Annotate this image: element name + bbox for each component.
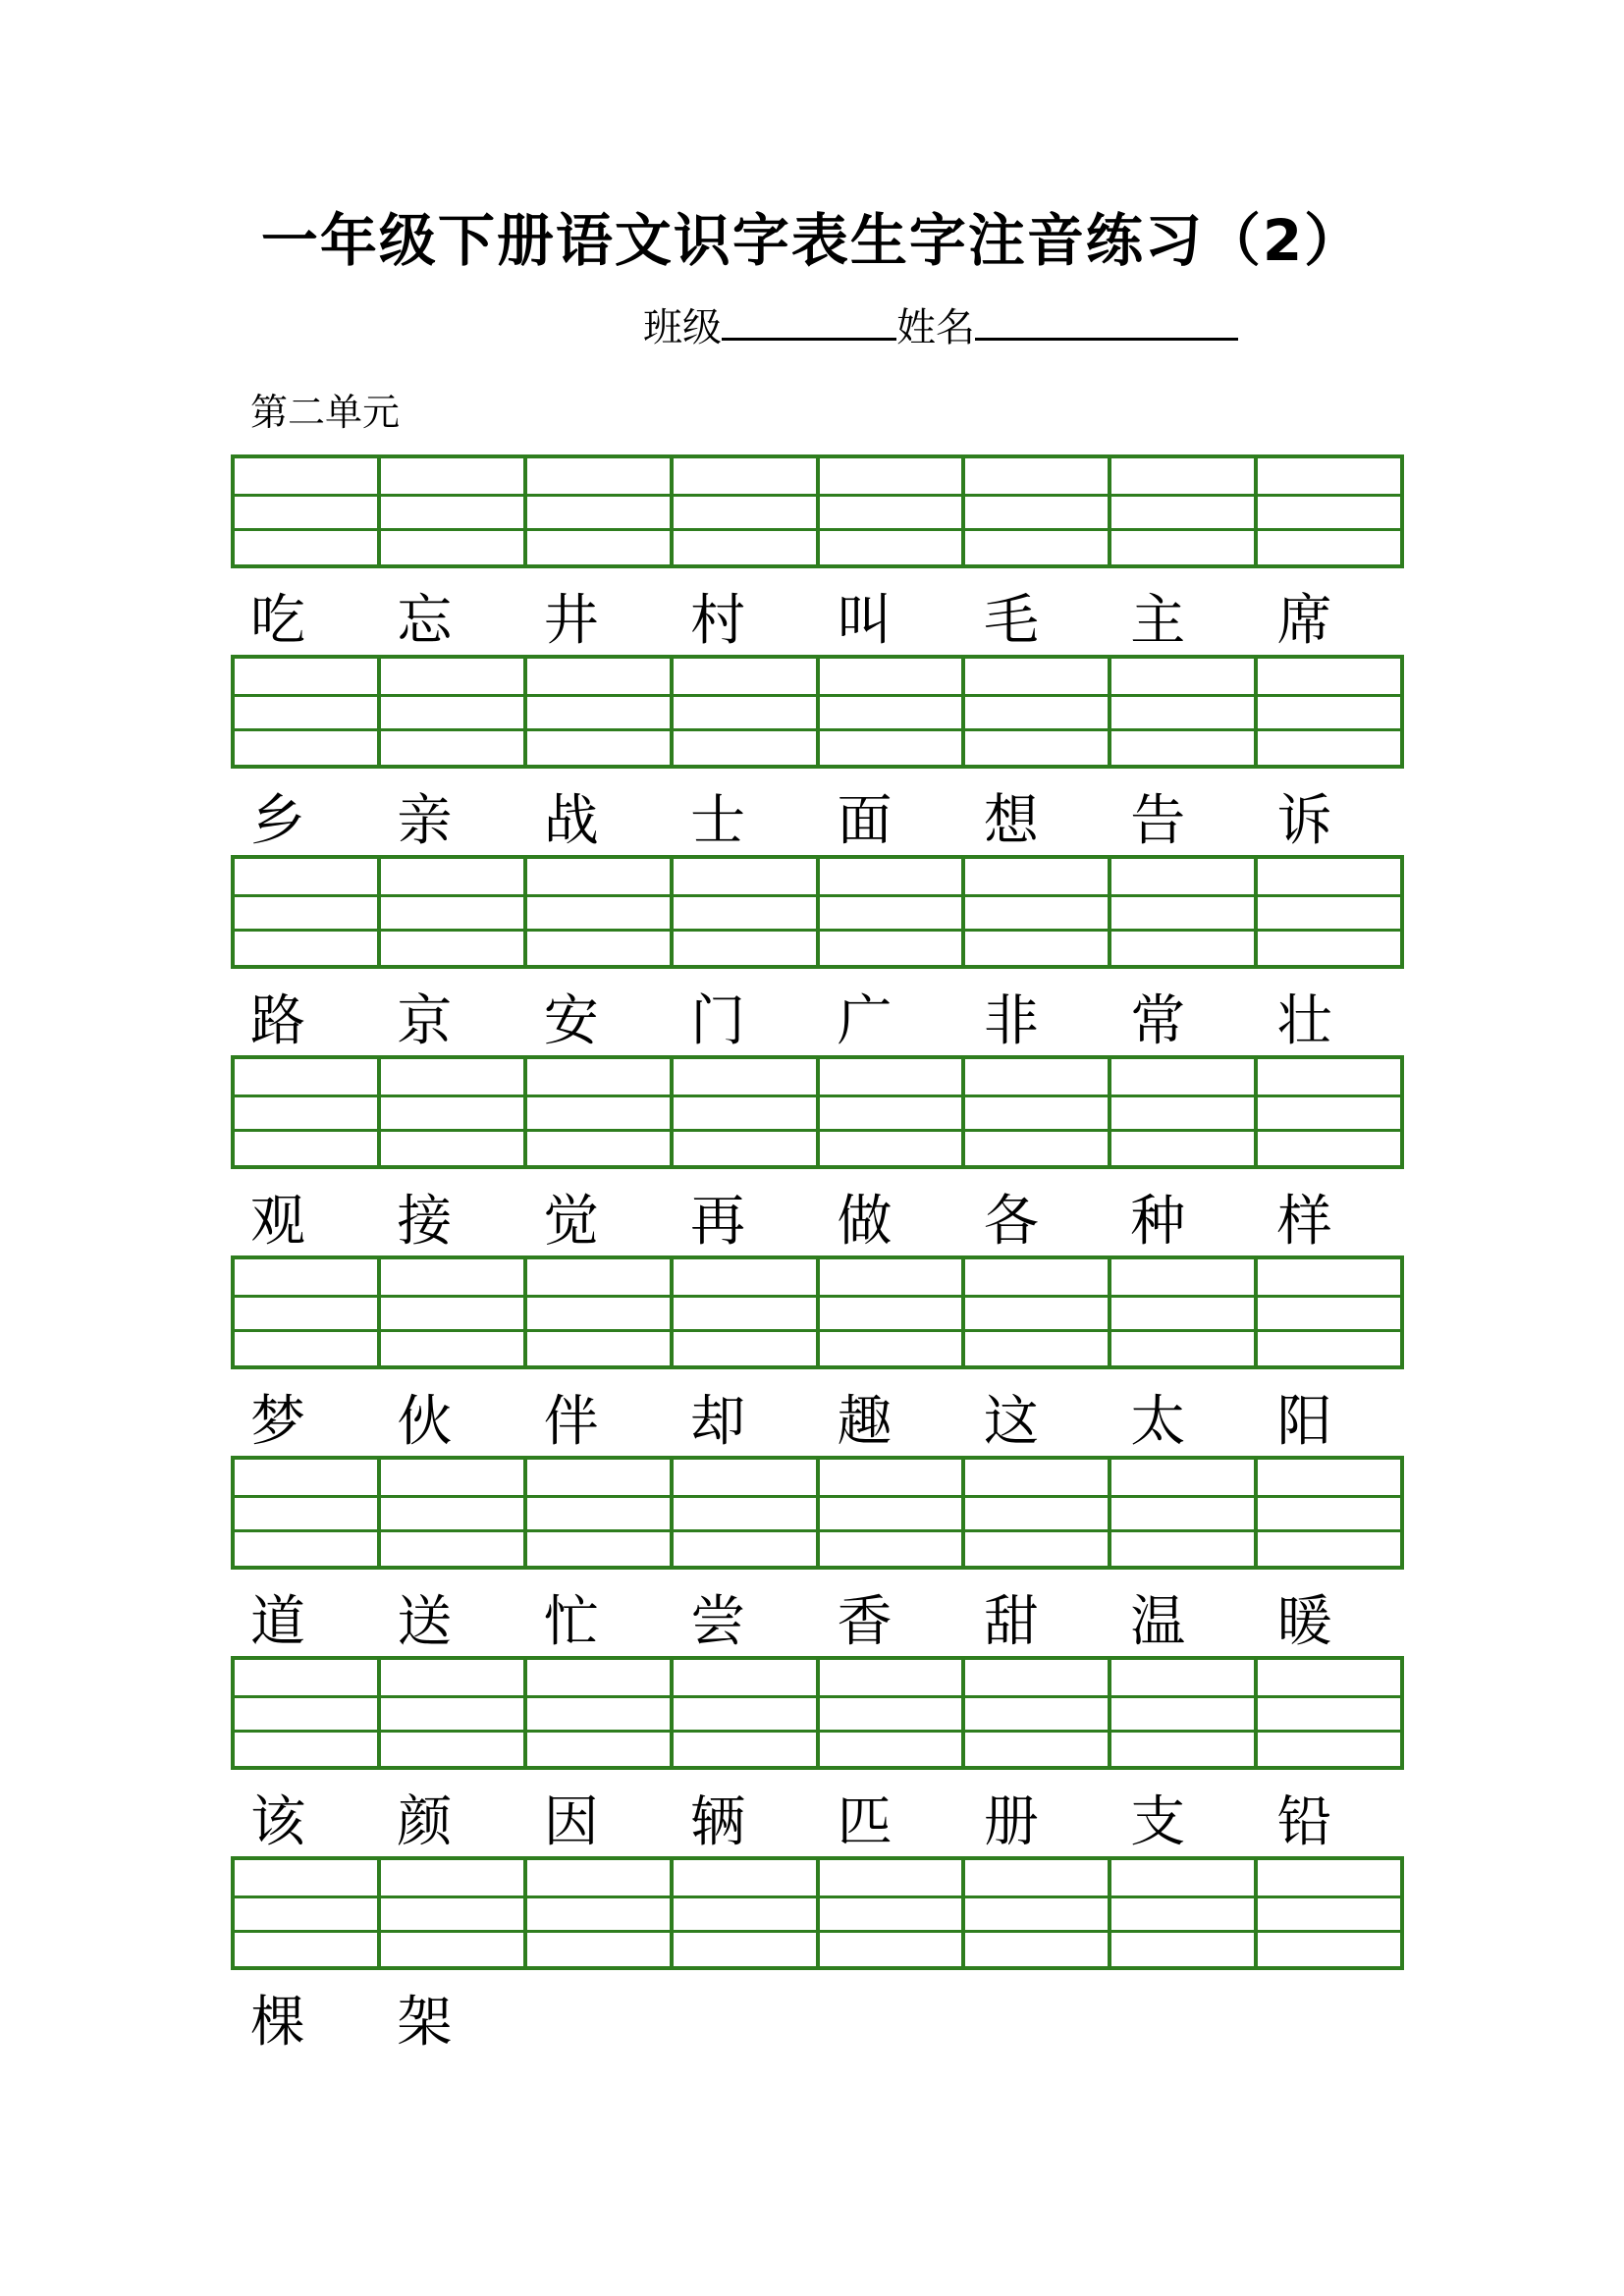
pinyin-cell[interactable] (670, 1460, 816, 1566)
pinyin-cell[interactable] (1108, 859, 1254, 965)
character (671, 1980, 817, 2066)
character: 暖 (1276, 1590, 1332, 1654)
character: 接 (397, 1190, 453, 1254)
pinyin-cell[interactable] (523, 1460, 670, 1566)
practice-row (231, 1255, 1404, 1466)
pinyin-cell[interactable] (235, 458, 377, 564)
practice-row (231, 855, 1404, 1065)
character (964, 1980, 1110, 2066)
pinyin-cell[interactable] (377, 1259, 523, 1365)
pinyin-cell[interactable] (1254, 859, 1400, 965)
pinyin-cell[interactable] (816, 1460, 962, 1566)
pinyin-cell[interactable] (670, 859, 816, 965)
character: 叫 (837, 589, 893, 653)
pinyin-cell[interactable] (816, 859, 962, 965)
character-row (231, 1780, 1404, 1866)
pinyin-cell[interactable] (523, 1259, 670, 1365)
character: 观 (250, 1190, 305, 1254)
name-blank[interactable] (975, 294, 1238, 341)
pinyin-cell[interactable] (1108, 1059, 1254, 1165)
pinyin-grid (231, 855, 1404, 969)
character: 忙 (543, 1590, 599, 1654)
character: 辆 (690, 1790, 746, 1854)
pinyin-cell[interactable] (670, 1860, 816, 1966)
pinyin-cell[interactable] (670, 1059, 816, 1165)
character: 送 (397, 1590, 453, 1654)
pinyin-cell[interactable] (235, 859, 377, 965)
pinyin-grid (231, 1055, 1404, 1169)
pinyin-cell[interactable] (1108, 1860, 1254, 1966)
pinyin-cell[interactable] (1254, 1860, 1400, 1966)
pinyin-cell[interactable] (235, 659, 377, 765)
pinyin-cell[interactable] (961, 1259, 1108, 1365)
character: 常 (1130, 989, 1186, 1053)
pinyin-cell[interactable] (1108, 1460, 1254, 1566)
pinyin-cell[interactable] (670, 458, 816, 564)
practice-row (231, 1055, 1404, 1265)
pinyin-cell[interactable] (961, 1860, 1108, 1966)
pinyin-cell[interactable] (1254, 458, 1400, 564)
pinyin-cell[interactable] (961, 859, 1108, 965)
pinyin-cell[interactable] (961, 659, 1108, 765)
pinyin-cell[interactable] (961, 1059, 1108, 1165)
pinyin-grid (231, 454, 1404, 568)
character: 样 (1276, 1190, 1332, 1254)
pinyin-cell[interactable] (961, 458, 1108, 564)
pinyin-cell[interactable] (523, 659, 670, 765)
pinyin-cell[interactable] (377, 659, 523, 765)
pinyin-grid (231, 1456, 1404, 1570)
character: 战 (543, 789, 599, 853)
character: 却 (690, 1390, 746, 1454)
character: 井 (543, 589, 599, 653)
pinyin-cell[interactable] (523, 1059, 670, 1165)
pinyin-cell[interactable] (1108, 458, 1254, 564)
character: 支 (1130, 1790, 1186, 1854)
pinyin-cell[interactable] (377, 1460, 523, 1566)
pinyin-cell[interactable] (1254, 1059, 1400, 1165)
pinyin-grid (231, 655, 1404, 769)
character: 门 (690, 989, 746, 1053)
pinyin-cell[interactable] (670, 659, 816, 765)
character: 壮 (1276, 989, 1332, 1053)
character: 伙 (397, 1390, 453, 1454)
character: 乡 (250, 789, 305, 853)
character-row (231, 979, 1404, 1065)
character: 铅 (1276, 1790, 1332, 1854)
practice-row (231, 655, 1404, 865)
pinyin-cell[interactable] (816, 1259, 962, 1365)
character: 吃 (250, 589, 305, 653)
character: 想 (983, 789, 1039, 853)
character: 觉 (543, 1190, 599, 1254)
character: 册 (983, 1790, 1039, 1854)
pinyin-cell[interactable] (235, 1660, 377, 1766)
character: 面 (837, 789, 893, 853)
character-row (231, 578, 1404, 665)
page-title: 一年级下册语文识字表生字注音练习（2） (260, 207, 1364, 274)
character: 匹 (837, 1790, 893, 1854)
pinyin-cell[interactable] (377, 1660, 523, 1766)
pinyin-cell[interactable] (235, 1460, 377, 1566)
pinyin-cell[interactable] (523, 1660, 670, 1766)
practice-row (231, 1856, 1404, 2066)
character: 毛 (983, 589, 1039, 653)
character: 种 (1130, 1190, 1186, 1254)
character (818, 1980, 964, 2066)
character: 士 (690, 789, 746, 853)
pinyin-cell[interactable] (377, 859, 523, 965)
pinyin-cell[interactable] (377, 1059, 523, 1165)
student-info (643, 294, 1238, 357)
character (1258, 1980, 1404, 2066)
name-label: 姓名 (896, 305, 975, 350)
pinyin-cell[interactable] (523, 859, 670, 965)
character: 香 (837, 1590, 893, 1654)
pinyin-cell[interactable] (1108, 1660, 1254, 1766)
character: 棵 (250, 1991, 305, 2055)
character: 架 (397, 1991, 453, 2055)
character-row (231, 1980, 1404, 2066)
character: 非 (983, 989, 1039, 1053)
character: 温 (1130, 1590, 1186, 1654)
character: 趣 (837, 1390, 893, 1454)
pinyin-cell[interactable] (1108, 1259, 1254, 1365)
character: 村 (690, 589, 746, 653)
character: 做 (837, 1190, 893, 1254)
character-row (231, 1379, 1404, 1466)
pinyin-cell[interactable] (523, 1860, 670, 1966)
class-label: 班级 (643, 305, 722, 350)
pinyin-cell[interactable] (1108, 659, 1254, 765)
character: 因 (543, 1790, 599, 1854)
character: 路 (250, 989, 305, 1053)
pinyin-cell[interactable] (235, 1860, 377, 1966)
character-row (231, 1179, 1404, 1265)
character: 京 (397, 989, 453, 1053)
character (1110, 1980, 1257, 2066)
pinyin-cell[interactable] (235, 1059, 377, 1165)
pinyin-cell[interactable] (670, 1660, 816, 1766)
character (524, 1980, 671, 2066)
character: 忘 (397, 589, 453, 653)
class-blank[interactable] (722, 294, 896, 341)
pinyin-cell[interactable] (1254, 659, 1400, 765)
character: 安 (543, 989, 599, 1053)
character: 诉 (1276, 789, 1332, 853)
pinyin-cell[interactable] (1254, 1660, 1400, 1766)
character: 该 (250, 1790, 305, 1854)
character: 广 (837, 989, 893, 1053)
character-row (231, 1579, 1404, 1666)
pinyin-grid (231, 1656, 1404, 1770)
pinyin-grid (231, 1255, 1404, 1369)
practice-row (231, 454, 1404, 665)
pinyin-cell[interactable] (670, 1259, 816, 1365)
pinyin-cell[interactable] (377, 1860, 523, 1966)
character: 再 (690, 1190, 746, 1254)
pinyin-cell[interactable] (961, 1460, 1108, 1566)
character: 各 (983, 1190, 1039, 1254)
pinyin-cell[interactable] (377, 458, 523, 564)
pinyin-cell[interactable] (816, 1059, 962, 1165)
pinyin-cell[interactable] (523, 458, 670, 564)
character: 这 (983, 1390, 1039, 1454)
practice-row (231, 1456, 1404, 1666)
character: 颜 (397, 1790, 453, 1854)
pinyin-cell[interactable] (961, 1660, 1108, 1766)
character: 尝 (690, 1590, 746, 1654)
practice-row (231, 1656, 1404, 1866)
pinyin-cell[interactable] (816, 1660, 962, 1766)
character: 太 (1130, 1390, 1186, 1454)
character: 告 (1130, 789, 1186, 853)
character-row (231, 778, 1404, 865)
character: 阳 (1276, 1390, 1332, 1454)
pinyin-cell[interactable] (816, 458, 962, 564)
unit-label: 第二单元 (250, 391, 401, 434)
pinyin-cell[interactable] (816, 1860, 962, 1966)
character: 道 (250, 1590, 305, 1654)
pinyin-cell[interactable] (235, 1259, 377, 1365)
character: 梦 (250, 1390, 305, 1454)
character: 席 (1276, 589, 1332, 653)
pinyin-cell[interactable] (1254, 1259, 1400, 1365)
character: 亲 (397, 789, 453, 853)
pinyin-cell[interactable] (1254, 1460, 1400, 1566)
character: 甜 (983, 1590, 1039, 1654)
character: 主 (1130, 589, 1186, 653)
pinyin-cell[interactable] (816, 659, 962, 765)
pinyin-grid (231, 1856, 1404, 1970)
character: 伴 (543, 1390, 599, 1454)
